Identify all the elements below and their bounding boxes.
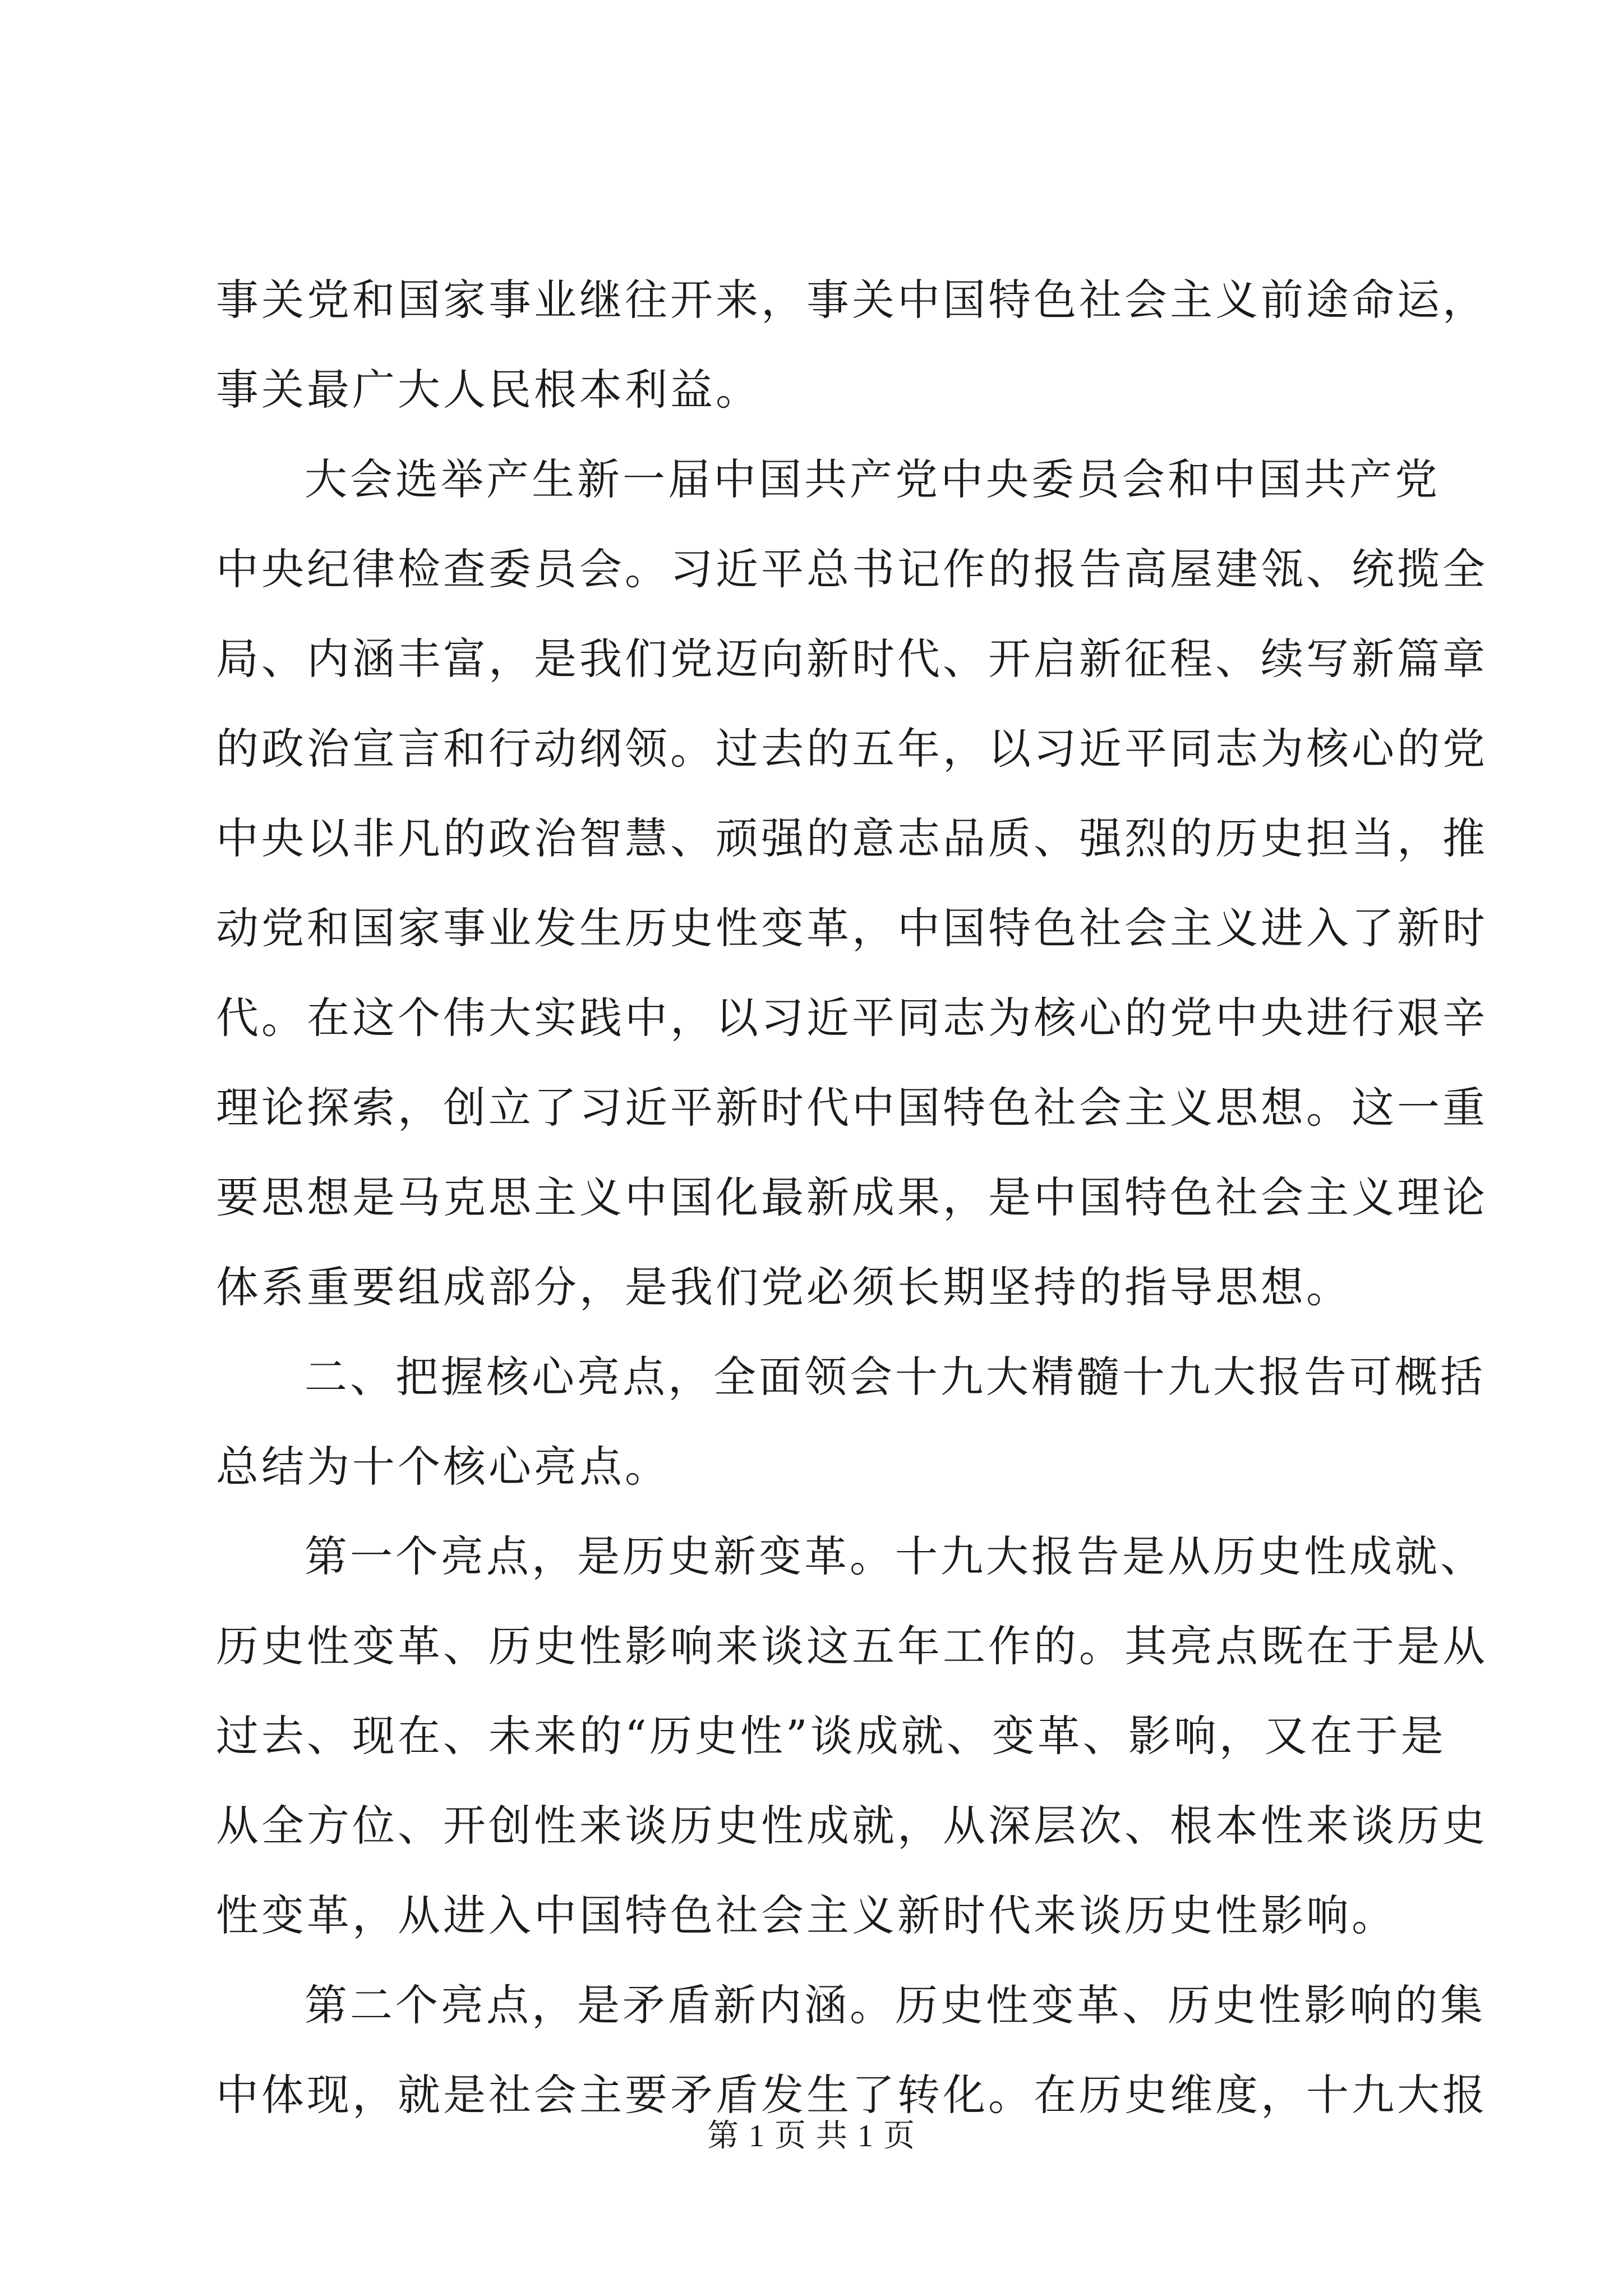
text-line: 中央以非凡的政治智慧、顽强的意志品质、强烈的历史担当，推 bbox=[216, 813, 1488, 863]
text-line: 理论探索，创立了习近平新时代中国特色社会主义思想。这一重 bbox=[216, 1083, 1488, 1133]
paragraph-start-line: 大会选举产生新一届中国共产党中央委员会和中国共产党 bbox=[305, 454, 1440, 504]
text-line: 事关最广大人民根本利益。 bbox=[216, 365, 761, 415]
text-line: 局、内涵丰富，是我们党迈向新时代、开启新征程、续写新篇章 bbox=[216, 634, 1488, 684]
text-line: 动党和国家事业发生历史性变革，中国特色社会主义进入了新时 bbox=[216, 903, 1488, 953]
text-line: 总结为十个核心亮点。 bbox=[216, 1442, 670, 1492]
text-line: 性变革，从进入中国特色社会主义新时代来谈历史性影响。 bbox=[216, 1890, 1397, 1940]
text-line: 事关党和国家事业继往开来，事关中国特色社会主义前途命运， bbox=[216, 275, 1488, 325]
text-line: 过去、现在、未来的“历史性”谈成就、变革、影响，又在于是 bbox=[216, 1711, 1446, 1761]
text-line: 体系重要组成部分，是我们党必须长期坚持的指导思想。 bbox=[216, 1262, 1352, 1312]
page-footer: 第 1 页 共 1 页 bbox=[707, 2119, 916, 2154]
section-heading-line: 二、把握核心亮点，全面领会十九大精髓十九大报告可概括 bbox=[305, 1352, 1486, 1402]
paragraph-start-line: 第二个亮点，是矛盾新内涵。历史性变革、历史性影响的集 bbox=[305, 1980, 1486, 2030]
document-body bbox=[216, 255, 1488, 2140]
text-line: 从全方位、开创性来谈历史性成就，从深层次、根本性来谈历史 bbox=[216, 1801, 1488, 1851]
text-line: 代。在这个伟大实践中，以习近平同志为核心的党中央进行艰辛 bbox=[216, 993, 1488, 1043]
text-line: 中央纪律检查委员会。习近平总书记作的报告高屋建瓴、统揽全 bbox=[216, 544, 1488, 594]
text-line: 中体现，就是社会主要矛盾发生了转化。在历史维度，十九大报 bbox=[216, 2070, 1488, 2120]
paragraph-start-line: 第一个亮点，是历史新变革。十九大报告是从历史性成就、 bbox=[305, 1531, 1486, 1581]
text-line: 的政治宣言和行动纲领。过去的五年，以习近平同志为核心的党 bbox=[216, 724, 1488, 774]
text-line: 要思想是马克思主义中国化最新成果，是中国特色社会主义理论 bbox=[216, 1172, 1488, 1222]
text-line: 历史性变革、历史性影响来谈这五年工作的。其亮点既在于是从 bbox=[216, 1621, 1488, 1671]
